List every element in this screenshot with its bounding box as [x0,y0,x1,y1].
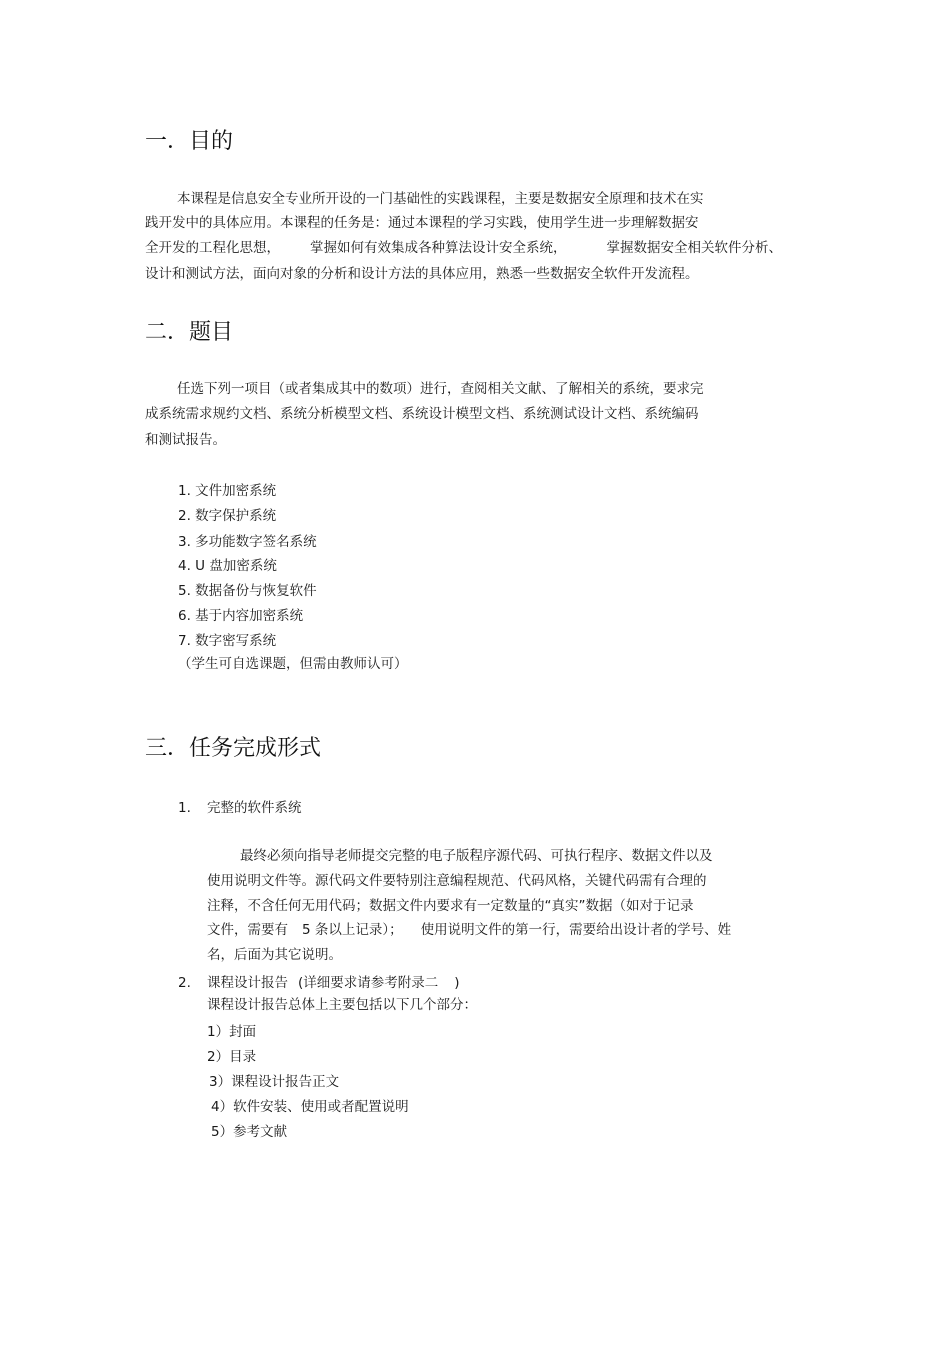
deliverable-1-line-5: 名，后面为其它说明。 [207,947,342,963]
deliverable-1-title: 完整的软件系统 [207,800,302,816]
topics-line-1: 任选下列一项目（或者集成其中的数项）进行，查阅相关文献、了解相关的系统，要求完 [177,381,704,397]
report-part-1: 1）封面 [207,1024,257,1040]
purpose-line-2: 践开发中的具体应用。本课程的任务是：通过本课程的学习实践，使用学生进一步理解数据安 [145,215,699,231]
deliverable-1-line-4-part-3: 使用说明文件的第一行，需要给出设计者的学号、姓 [420,922,732,938]
purpose-line-3-part-3: 掌握数据安全相关软件分析、 [606,240,782,256]
deliverable-1-line-4-part-1: 文件，需要有 [207,922,288,938]
deliverable-2-number: 2. [178,975,191,991]
purpose-line-4: 设计和测试方法，面向对象的分析和设计方法的具体应用，熟悉一些数据安全软件开发流程。 [145,266,699,282]
deliverable-1-line-4-part-2: 5 条以上记录）； [302,922,403,938]
deliverable-1-line-3: 注释，不含任何无用代码；数据文件内要求有一定数量的“真实”数据（如对于记录 [207,898,694,914]
section-heading-purpose: 一．目的 [145,129,234,154]
deliverable-2-ref: (详细要求请参考附录二 [298,975,439,991]
deliverable-1-number: 1. [178,800,191,816]
topic-item-2: 2. 数字保护系统 [178,508,277,524]
topic-item-3: 3. 多功能数字签名系统 [178,534,317,550]
deliverable-2-intro: 课程设计报告总体上主要包括以下几个部分： [207,997,477,1013]
topics-line-3: 和测试报告。 [145,432,226,448]
topics-line-2: 成系统需求规约文档、系统分析模型文档、系统设计模型文档、系统测试设计文档、系统编码 [145,406,699,422]
topic-item-7: 7. 数字密写系统 [178,633,277,649]
section-heading-topics: 二．题目 [145,320,234,345]
purpose-line-3-part-1: 全开发的工程化思想， [145,240,280,256]
report-part-5: 5）参考文献 [211,1124,288,1140]
deliverable-2-ref-close: ) [454,975,460,991]
deliverable-1-line-4 [207,920,731,940]
deliverable-2-title: 课程设计报告 [207,975,288,991]
purpose-line-3 [145,238,782,258]
section-heading-deliverables: 三．任务完成形式 [145,736,322,761]
deliverable-2-title-line [207,973,460,993]
topic-item-1: 1. 文件加密系统 [178,483,277,499]
report-part-2: 2）目录 [207,1049,257,1065]
report-part-4: 4）软件安装、使用或者配置说明 [211,1099,409,1115]
topic-item-5: 5. 数据备份与恢复软件 [178,583,317,599]
purpose-line-1: 本课程是信息安全专业所开设的一门基础性的实践课程，主要是数据安全原理和技术在实 [177,191,704,207]
deliverable-1-line-2: 使用说明文件等。源代码文件要特别注意编程规范、代码风格，关键代码需有合理的 [207,873,707,889]
deliverable-1-line-1: 最终必须向指导老师提交完整的电子版程序源代码、可执行程序、数据文件以及 [240,848,713,864]
purpose-line-3-part-2: 掌握如何有效集成各种算法设计安全系统， [310,240,567,256]
topic-item-6: 6. 基于内容加密系统 [178,608,304,624]
topic-note: （学生可自选课题，但需由教师认可） [178,656,408,672]
topic-item-4: 4. U 盘加密系统 [178,558,277,574]
report-part-3: 3）课程设计报告正文 [209,1074,340,1090]
